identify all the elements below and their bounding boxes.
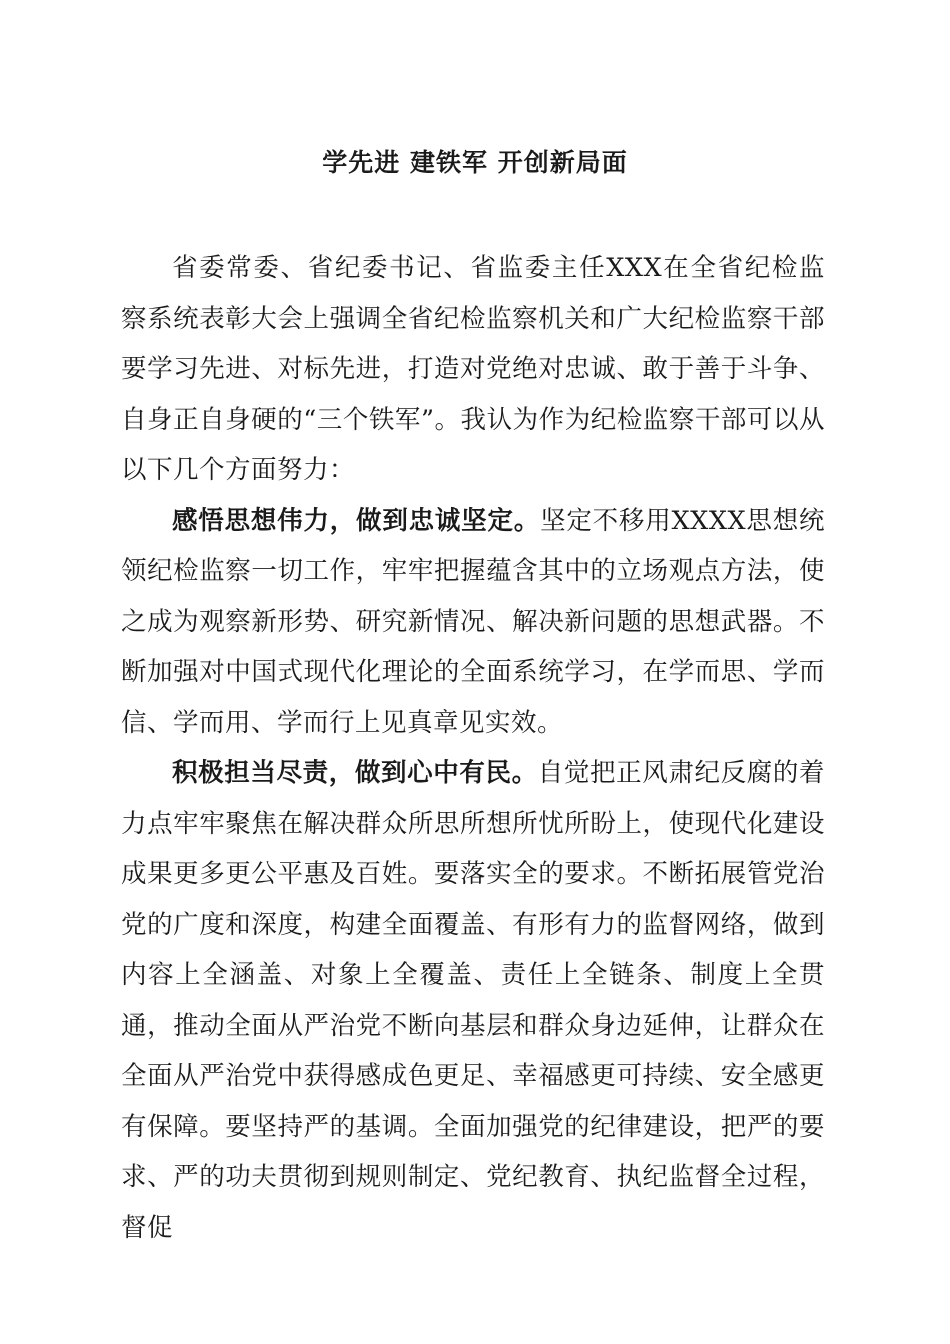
paragraph-people bbox=[121, 748, 825, 1253]
document-title: 学先进 建铁军 开创新局面 bbox=[322, 148, 628, 177]
paragraph-loyalty bbox=[121, 496, 825, 749]
document-body bbox=[121, 243, 825, 1253]
paragraph-lead-heading: 积极担当尽责，做到心中有民。 bbox=[172, 758, 538, 788]
paragraph-lead-heading: 感悟思想伟力，做到忠诚坚定。 bbox=[172, 505, 541, 536]
paragraph-text: 自觉把正风肃纪反腐的着力点牢牢聚焦在解决群众所思所想所忧所盼上，使现代化建设成果更多更公平惠及百姓。要落实全的要求。不断拓展管党治党的广度和深度，构建全面覆盖、有形有力的监督网络，做到内容上全涵盖、对象上全覆盖、责任上全链条、制度上全贯通，推动全面从严治党不断向基层和群众身边延伸，让群众在全面从严治党中获得感成色更足、幸福感更可持续、安全感更有保障。要坚持严的基调。全面加强党的纪律建设，把严的要求、严的功夫贯彻到规则制定、党纪教育、执纪监督全过程，督促 bbox=[121, 758, 825, 1243]
paragraph-intro bbox=[121, 243, 825, 496]
paragraph-text: 省委常委、省纪委书记、省监委主任XXX在全省纪检监察系统表彰大会上强调全省纪检监察机关和广大纪检监察干部要学习先进、对标先进，打造对党绝对忠诚、敢于善于斗争、自身正自身硬的“三个铁军”。我认为作为纪检监察干部可以从以下几个方面努力： bbox=[121, 253, 825, 485]
paragraph-text: 坚定不移用XXXX思想统领纪检监察一切工作，牢牢把握蕴含其中的立场观点方法，使之成为观察新形势、研究新情况、解决新问题的思想武器。不断加强对中国式现代化理论的全面系统学习，在学而思、学而信、学而用、学而行上见真章见实效。 bbox=[121, 505, 825, 738]
